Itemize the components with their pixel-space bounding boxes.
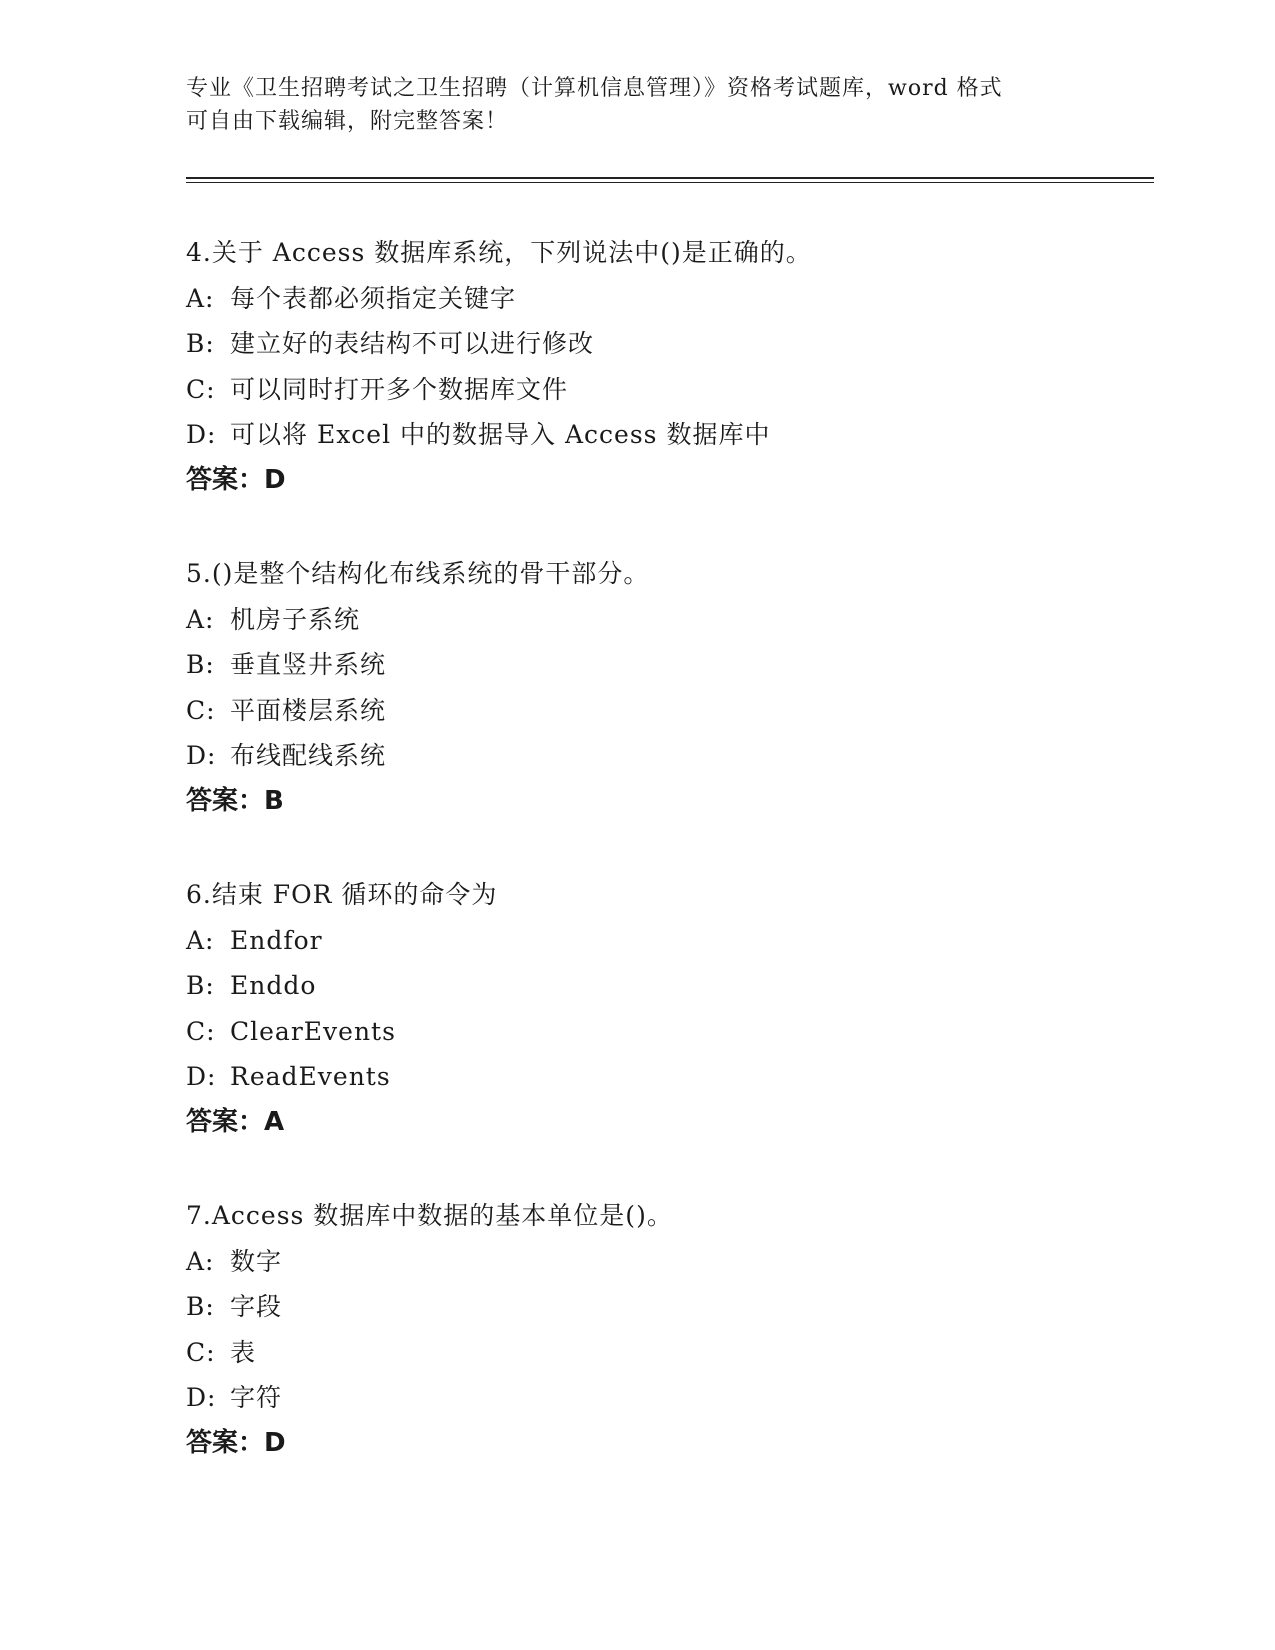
answer-key: 答案：A (186, 1106, 285, 1137)
option-a (186, 276, 1146, 322)
header-line-2: 可自由下载编辑，附完整答案！ (186, 109, 509, 134)
question-stem: 6.结束 FOR 循环的命令为 (186, 880, 498, 909)
option-letter: D: (186, 420, 217, 449)
option-letter: D: (186, 741, 217, 770)
question-7 (186, 1193, 1146, 1466)
option-letter: C: (186, 1337, 216, 1367)
option-c (186, 1330, 1146, 1376)
option-letter: C: (186, 374, 216, 404)
document-header (186, 72, 1066, 138)
option-a (186, 1239, 1146, 1285)
option-letter: B: (186, 971, 215, 1000)
option-letter: A: (186, 283, 215, 313)
option-a (186, 918, 1146, 964)
option-text: 数字 (230, 1246, 283, 1276)
option-c (186, 688, 1146, 734)
option-b (186, 321, 1146, 367)
option-b (186, 1284, 1146, 1330)
question-stem: 5.()是整个结构化布线系统的骨干部分。 (186, 559, 650, 588)
option-b (186, 642, 1146, 688)
option-d (186, 1375, 1146, 1421)
option-letter: C: (186, 1016, 216, 1046)
option-text: 垂直竖井系统 (230, 650, 387, 679)
question-stem: 7.Access 数据库中数据的基本单位是()。 (186, 1201, 673, 1230)
header-divider-thick (186, 177, 1154, 179)
option-letter: B: (186, 329, 215, 358)
option-text: Endfor (230, 925, 323, 955)
option-text: ReadEvents (230, 1062, 391, 1091)
option-text: 字段 (230, 1292, 283, 1321)
option-letter: C: (186, 695, 216, 725)
option-c (186, 367, 1146, 413)
option-text: 建立好的表结构不可以进行修改 (230, 329, 595, 358)
option-text: 布线配线系统 (230, 741, 387, 770)
question-4 (186, 230, 1146, 503)
option-letter: A: (186, 925, 215, 955)
option-d (186, 1054, 1146, 1100)
option-text: 平面楼层系统 (230, 695, 387, 725)
option-letter: D: (186, 1383, 217, 1412)
question-6 (186, 872, 1146, 1145)
option-text: 机房子系统 (230, 604, 361, 634)
option-text: 每个表都必须指定关键字 (230, 283, 517, 313)
question-5 (186, 551, 1146, 824)
option-text: Enddo (230, 971, 317, 1000)
header-line-1: 专业《卫生招聘考试之卫生招聘（计算机信息管理）》资格考试题库，word 格式 (186, 76, 1003, 101)
option-text: 字符 (230, 1383, 283, 1412)
answer-key: 答案：D (186, 464, 286, 495)
answer-key: 答案：D (186, 1427, 286, 1458)
option-text: ClearEvents (230, 1016, 396, 1046)
option-text: 可以同时打开多个数据库文件 (230, 374, 569, 404)
option-a (186, 597, 1146, 643)
option-letter: B: (186, 1292, 215, 1321)
option-b (186, 963, 1146, 1009)
option-text: 表 (230, 1337, 257, 1367)
question-list (186, 230, 1146, 1514)
option-letter: D: (186, 1062, 217, 1091)
answer-key: 答案：B (186, 785, 284, 816)
option-letter: A: (186, 604, 215, 634)
option-text: 可以将 Excel 中的数据导入 Access 数据库中 (230, 420, 771, 449)
option-d (186, 412, 1146, 458)
header-divider-thin (186, 182, 1154, 183)
question-stem: 4.关于 Access 数据库系统，下列说法中()是正确的。 (186, 238, 812, 267)
option-d (186, 733, 1146, 779)
option-letter: B: (186, 650, 215, 679)
option-letter: A: (186, 1246, 215, 1276)
option-c (186, 1009, 1146, 1055)
